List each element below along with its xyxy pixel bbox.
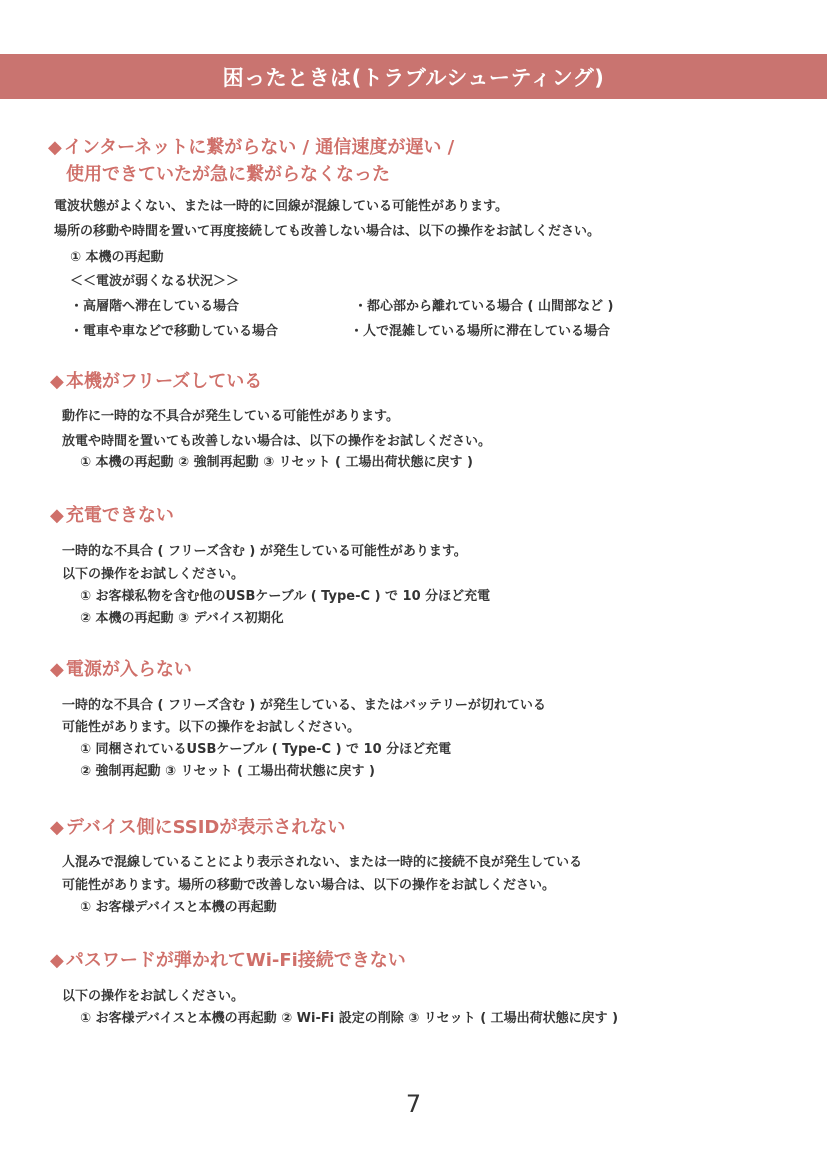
list-item: ・高層階へ滞在している場合	[70, 299, 240, 314]
section-title-no-internet: ◆ インターネットに繋がらない / 通信速度が遅い /	[48, 137, 455, 158]
section-title-no-ssid: ◆ デバイス側にSSIDが表示されない	[50, 817, 346, 838]
body-text: 場所の移動や時間を置いて再度接続しても改善しない場合は、以下の操作をお試しください。	[54, 224, 601, 239]
diamond-bullet-icon: ◆	[48, 137, 62, 158]
section-title-frozen: ◆ 本機がフリーズしている	[50, 371, 263, 392]
list-item: ・人で混雑している場所に滞在している場合	[350, 324, 611, 339]
body-text: 可能性があります。場所の移動で改善しない場合は、以下の操作をお試しください。	[62, 878, 555, 893]
list-item: ・電車や車などで移動している場合	[70, 324, 279, 339]
step-item: ② 本機の再起動 ③ デバイス初期化	[80, 611, 284, 626]
body-text: 動作に一時的な不具合が発生している可能性があります。	[62, 409, 399, 424]
page-number: 7	[405, 1090, 422, 1118]
section-title-no-power: ◆ 電源が入らない	[50, 659, 192, 680]
diamond-bullet-icon: ◆	[50, 505, 64, 526]
list-item: ・都心部から離れている場合 ( 山間部など )	[354, 299, 614, 314]
body-text: 一時的な不具合 ( フリーズ含む ) が発生している可能性があります。	[62, 544, 467, 559]
section-title-no-internet-line2: 使用できていたが急に繋がらなくなった	[66, 164, 390, 185]
body-text: 電波状態がよくない、または一時的に回線が混線している可能性があります。	[54, 199, 508, 214]
diamond-bullet-icon: ◆	[50, 659, 64, 680]
page-title-banner	[0, 54, 827, 99]
page-title: 困ったときは(トラブルシューティング)	[222, 65, 605, 90]
step-item: ② 強制再起動 ③ リセット ( 工場出荷状態に戻す )	[80, 764, 375, 779]
body-text: 一時的な不具合 ( フリーズ含む ) が発生している、またはバッテリーが切れている	[62, 698, 546, 713]
diamond-bullet-icon: ◆	[50, 817, 64, 838]
step-item: ① お客様デバイスと本機の再起動	[80, 900, 277, 915]
body-text: 以下の操作をお試しください。	[62, 989, 245, 1004]
body-text: 放電や時間を置いても改善しない場合は、以下の操作をお試しください。	[62, 434, 492, 449]
section-title-password-rejected: ◆ パスワードが弾かれてWi-Fi接続できない	[50, 950, 406, 971]
section-title-no-charge: ◆ 充電できない	[50, 505, 174, 526]
step-item: ① お客様デバイスと本機の再起動 ② Wi-Fi 設定の削除 ③ リセット ( 工場出荷状態に戻す )	[80, 1011, 619, 1026]
subheading: ＜＜電波が弱くなる状況＞＞	[70, 274, 240, 289]
step-item: ① お客様私物を含む他のUSBケーブル ( Type-C ) で 10 分ほど充電	[80, 589, 491, 604]
diamond-bullet-icon: ◆	[50, 371, 64, 392]
step-item: ① 同梱されているUSBケーブル ( Type-C ) で 10 分ほど充電	[80, 742, 452, 757]
step-item: ① 本機の再起動	[70, 250, 164, 265]
diamond-bullet-icon: ◆	[50, 950, 64, 971]
body-text: 可能性があります。以下の操作をお試しください。	[62, 720, 360, 735]
body-text: 以下の操作をお試しください。	[62, 567, 245, 582]
step-item: ① 本機の再起動 ② 強制再起動 ③ リセット ( 工場出荷状態に戻す )	[80, 455, 473, 470]
body-text: 人混みで混線していることにより表示されない、または一時的に接続不良が発生している	[62, 855, 583, 870]
